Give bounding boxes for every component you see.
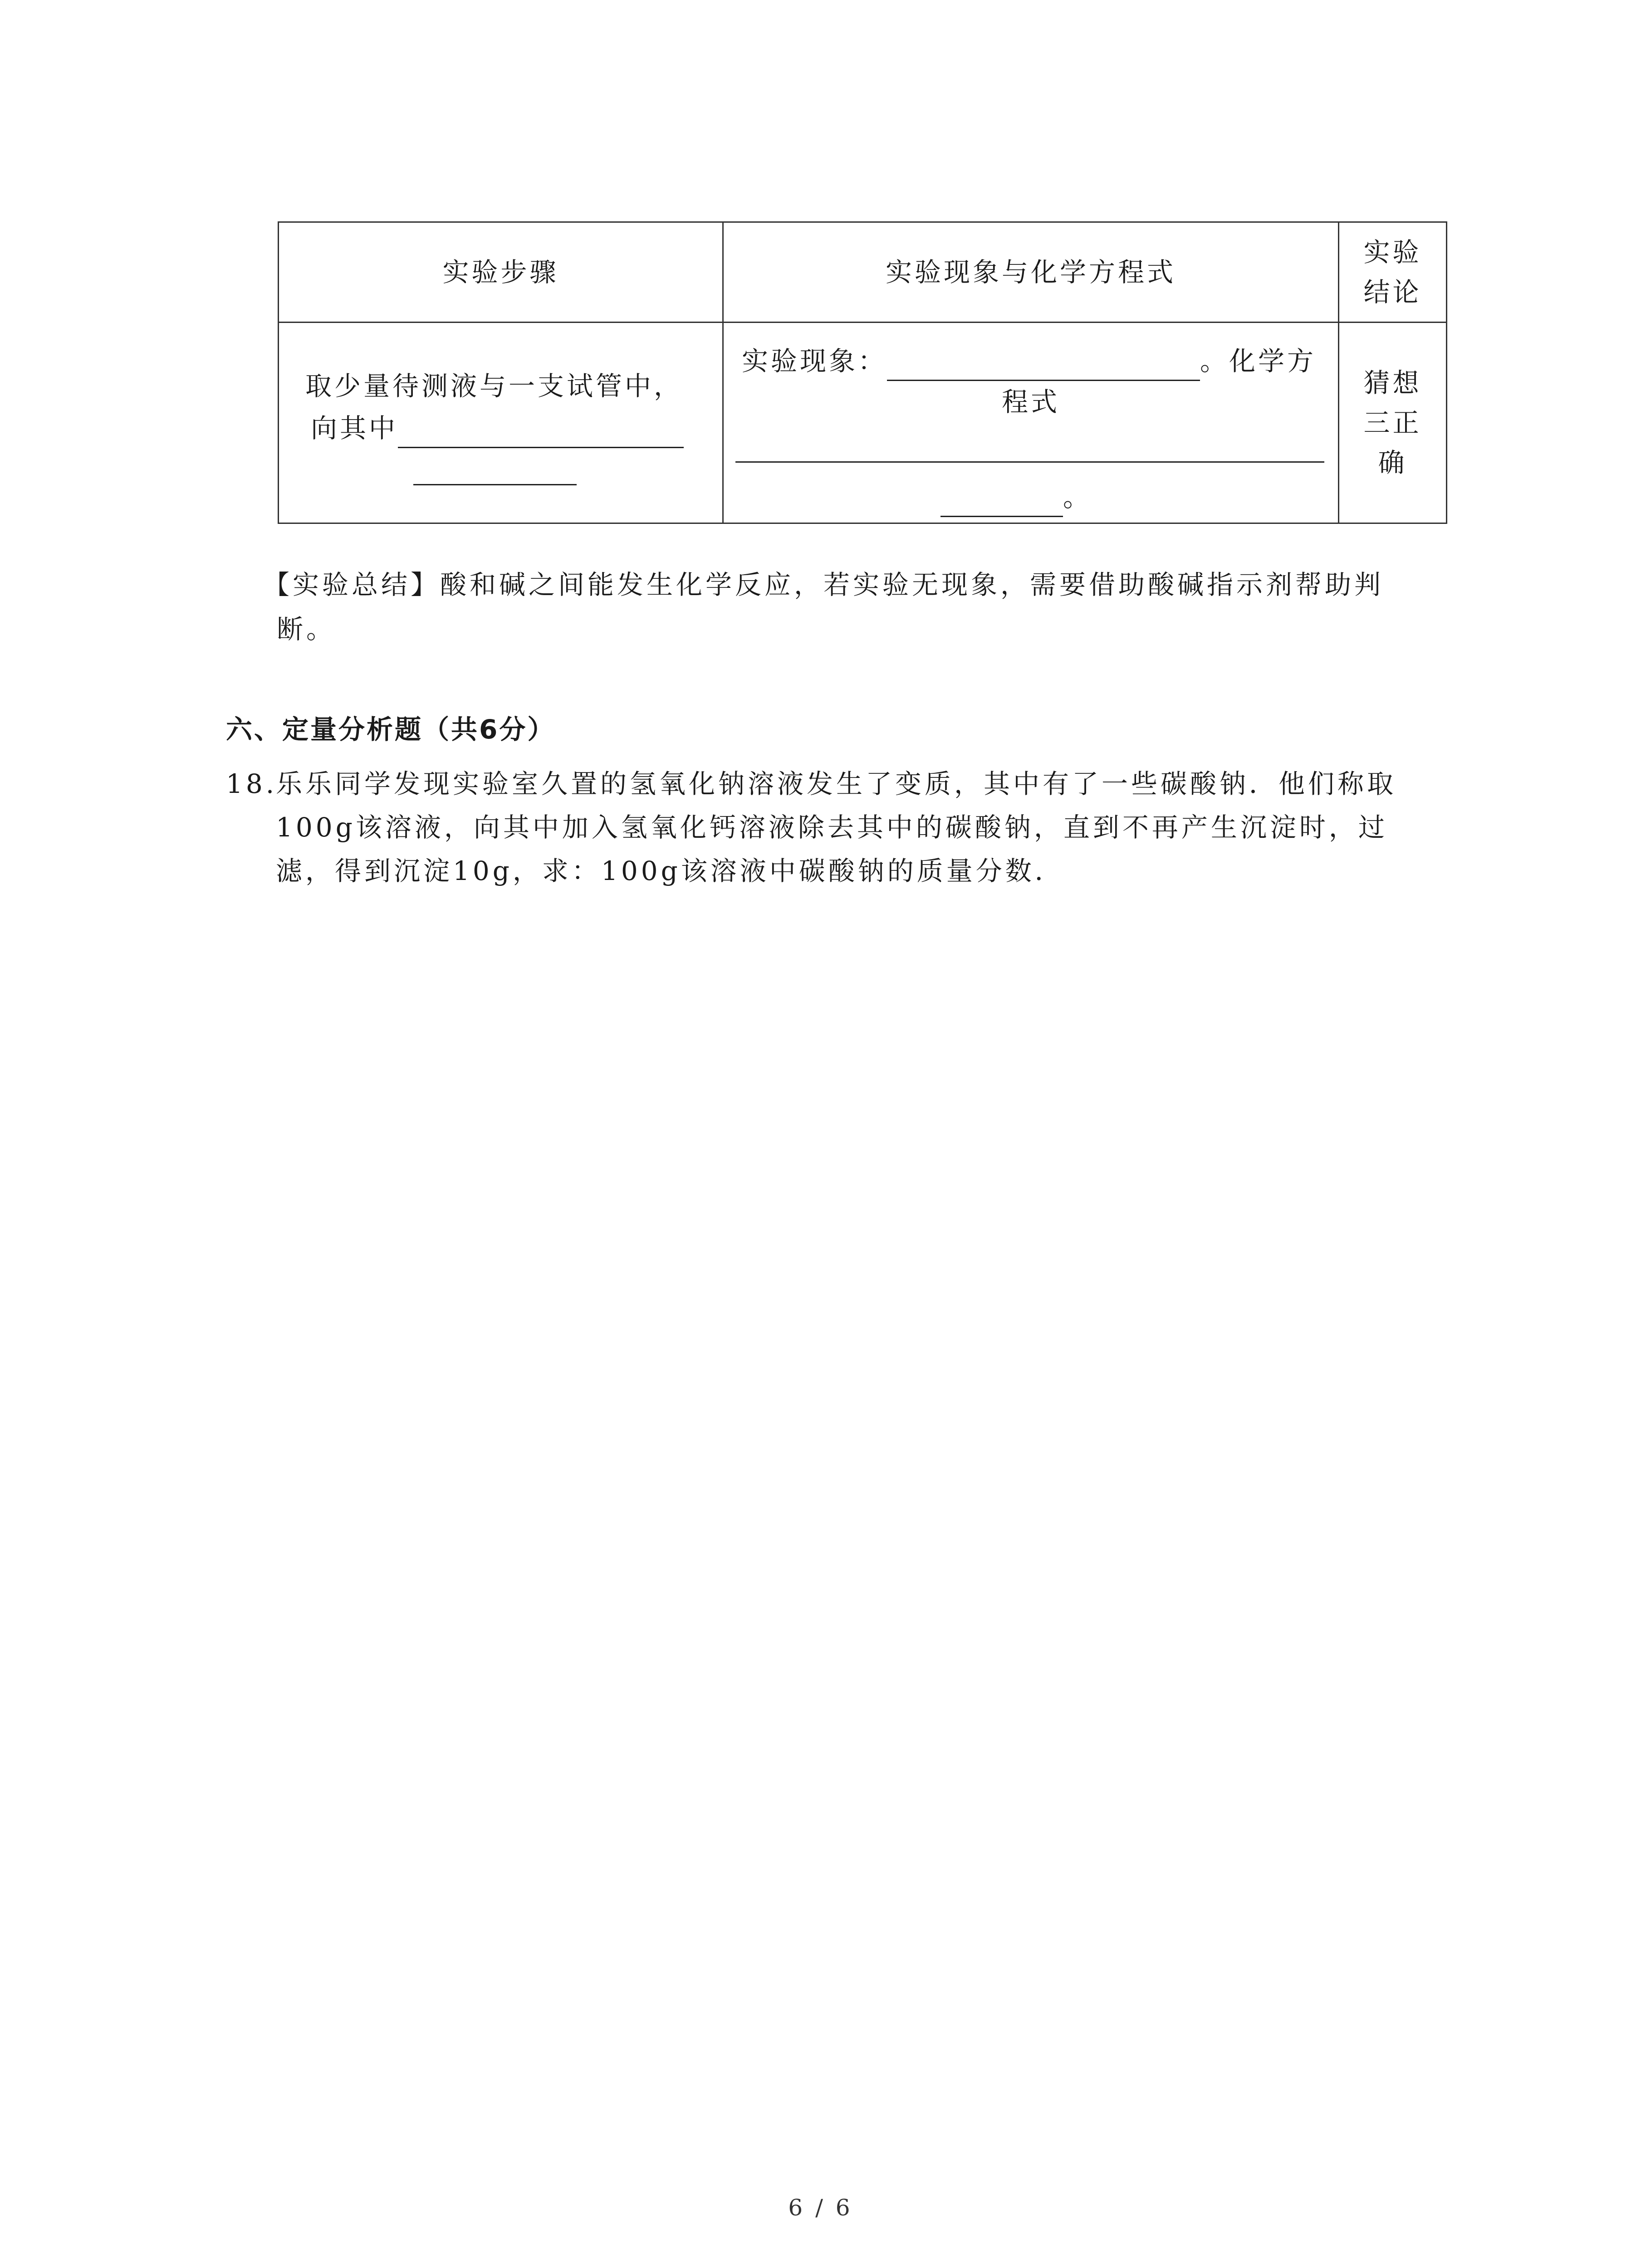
conclusion-line2: 三正 [1363, 407, 1422, 438]
problem-text-line1: 乐乐同学发现实验室久置的氢氧化钠溶液发生了变质，其中有了一些碳酸钠．他们称取 [276, 768, 1397, 799]
phenomenon-cell [723, 323, 1339, 523]
summary-line2: 断。 [277, 614, 336, 645]
experiment-summary [263, 562, 1450, 651]
phenomenon-label: 实验现象： [742, 346, 887, 376]
page-number: 6 / 6 [788, 2195, 853, 2221]
problem-number: 18. [226, 768, 278, 799]
table-header-row [279, 222, 1447, 323]
step-cell [279, 323, 723, 523]
conclusion-line3: 确 [1378, 447, 1407, 478]
header-conclusion [1339, 222, 1447, 323]
header-steps-label: 实验步骤 [442, 257, 559, 288]
table-row [279, 323, 1447, 523]
equation-end-mark: 。 [1063, 482, 1092, 513]
step-answer-blank-2[interactable] [413, 484, 577, 485]
phenomenon-line1 [742, 341, 1316, 381]
conclusion-line1: 猜想 [1363, 367, 1422, 398]
experiment-table [278, 221, 1447, 524]
equation-line-end [941, 477, 1092, 517]
header-steps [279, 222, 723, 323]
problem-18 [226, 762, 1451, 893]
equation-label: 程式 [1001, 386, 1060, 417]
step-text-line1: 取少量待测液与一支试管中， [305, 371, 683, 401]
problem-text-line2: 100g该溶液，向其中加入氢氧化钙溶液除去其中的碳酸钠，直到不再产生沉淀时，过 [276, 812, 1388, 843]
equation-answer-blank-2[interactable] [941, 484, 1063, 517]
phenomenon-answer-blank[interactable] [887, 348, 1200, 381]
equation-answer-blank-1[interactable] [735, 461, 1324, 463]
phenomenon-after-text: 。化学方 [1200, 346, 1317, 376]
problem-line1 [226, 762, 1451, 806]
header-conclusion-line1: 实验 [1363, 237, 1422, 268]
step-text-line2 [311, 408, 684, 448]
problem-text-line3: 滤，得到沉淀10g，求：100g该溶液中碳酸钠的质量分数． [276, 855, 1064, 886]
conclusion-cell [1339, 323, 1447, 523]
section-heading: 六、定量分析题（共6分） [226, 714, 556, 745]
step-text-prefix: 向其中 [311, 413, 398, 444]
header-conclusion-line2: 结论 [1363, 277, 1422, 308]
header-phenomenon [723, 222, 1339, 323]
header-phenomenon-label: 实验现象与化学方程式 [885, 257, 1176, 288]
step-answer-blank-1[interactable] [398, 415, 684, 448]
summary-line1: 【实验总结】酸和碱之间能发生化学反应，若实验无现象，需要借助酸碱指示剂帮助判 [263, 569, 1384, 600]
